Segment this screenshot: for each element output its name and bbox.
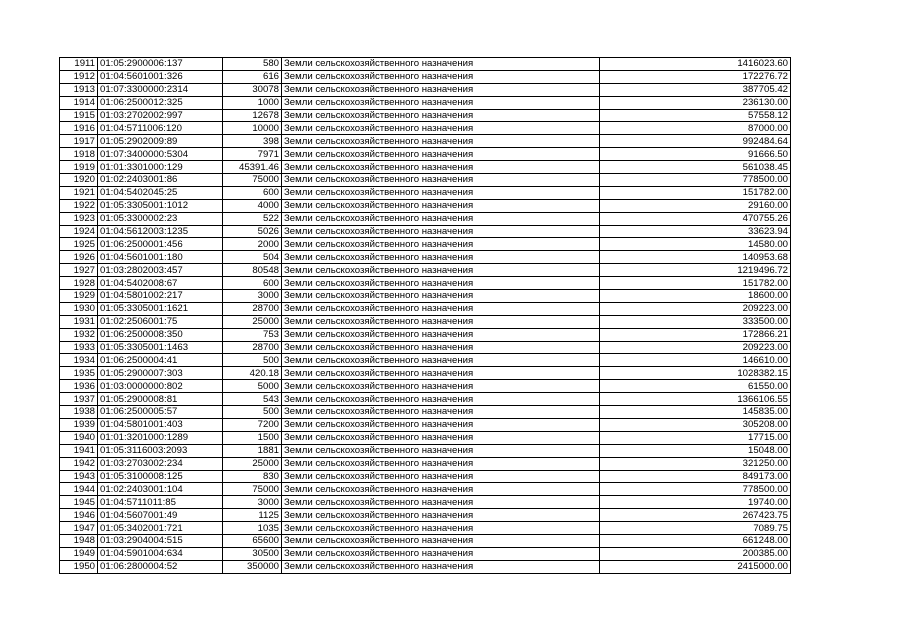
cadastral-number-cell: 01:06:2500001:456 [98,238,223,251]
cadastral-value-cell: 1028382.15 [600,367,791,380]
cadastral-value-cell: 33623.94 [600,225,791,238]
cadastral-value-cell: 992484.64 [600,135,791,148]
land-category-cell: Земли сельскохозяйственного назначения [282,70,600,83]
table-row [60,431,791,444]
table-row [60,70,791,83]
table-row [60,251,791,264]
land-category-cell: Земли сельскохозяйственного назначения [282,122,600,135]
row-number-cell: 1926 [60,251,98,264]
cadastral-number-cell: 01:05:3305001:1012 [98,199,223,212]
land-category-cell: Земли сельскохозяйственного назначения [282,483,600,496]
row-number-cell: 1916 [60,122,98,135]
area-cell: 3000 [223,290,282,303]
land-category-cell: Земли сельскохозяйственного назначения [282,367,600,380]
cadastral-number-cell: 01:05:2900006:137 [98,58,223,71]
cadastral-value-cell: 18600.00 [600,290,791,303]
row-number-cell: 1941 [60,444,98,457]
cadastral-number-cell: 01:04:5901004:634 [98,547,223,560]
cadastral-number-cell: 01:06:2800004:52 [98,560,223,573]
cadastral-number-cell: 01:05:2902009:89 [98,135,223,148]
cadastral-number-cell: 01:04:5402008:67 [98,277,223,290]
row-number-cell: 1945 [60,496,98,509]
cadastral-number-cell: 01:06:2500008:350 [98,328,223,341]
cadastral-value-cell: 778500.00 [600,174,791,187]
cadastral-number-cell: 01:06:2500004:41 [98,354,223,367]
table-row [60,444,791,457]
area-cell: 30500 [223,547,282,560]
cadastral-value-cell: 146610.00 [600,354,791,367]
cadastral-value-cell: 7089.75 [600,522,791,535]
row-number-cell: 1939 [60,418,98,431]
table-body [60,58,791,574]
land-category-cell: Земли сельскохозяйственного назначения [282,547,600,560]
table-row [60,328,791,341]
area-cell: 28700 [223,302,282,315]
area-cell: 1500 [223,431,282,444]
table-row [60,560,791,573]
area-cell: 75000 [223,483,282,496]
table-row [60,393,791,406]
cadastral-number-cell: 01:05:3402001:721 [98,522,223,535]
table-row [60,238,791,251]
row-number-cell: 1946 [60,509,98,522]
cadastral-number-cell: 01:05:3116003:2093 [98,444,223,457]
row-number-cell: 1918 [60,148,98,161]
area-cell: 1035 [223,522,282,535]
cadastral-number-cell: 01:02:2506001:75 [98,315,223,328]
row-number-cell: 1927 [60,264,98,277]
land-category-cell: Земли сельскохозяйственного назначения [282,174,600,187]
land-category-cell: Земли сельскохозяйственного назначения [282,406,600,419]
table-row [60,457,791,470]
row-number-cell: 1914 [60,96,98,109]
land-category-cell: Земли сельскохозяйственного назначения [282,393,600,406]
cadastral-value-cell: 305208.00 [600,418,791,431]
area-cell: 5026 [223,225,282,238]
cadastral-number-cell: 01:07:3300000:2314 [98,83,223,96]
land-category-cell: Земли сельскохозяйственного назначения [282,534,600,547]
row-number-cell: 1921 [60,186,98,199]
area-cell: 65600 [223,534,282,547]
cadastral-value-cell: 387705.42 [600,83,791,96]
table-row [60,174,791,187]
table-row [60,290,791,303]
cadastral-value-cell: 14580.00 [600,238,791,251]
row-number-cell: 1940 [60,431,98,444]
cadastral-value-cell: 19740.00 [600,496,791,509]
row-number-cell: 1947 [60,522,98,535]
cadastral-number-cell: 01:03:2802003:457 [98,264,223,277]
cadastral-value-cell: 61550.00 [600,380,791,393]
cadastral-value-cell: 151782.00 [600,186,791,199]
area-cell: 1000 [223,96,282,109]
land-category-cell: Земли сельскохозяйственного назначения [282,148,600,161]
cadastral-value-cell: 778500.00 [600,483,791,496]
area-cell: 420.18 [223,367,282,380]
cadastral-value-cell: 87000.00 [600,122,791,135]
land-category-cell: Земли сельскохозяйственного назначения [282,264,600,277]
area-cell: 616 [223,70,282,83]
area-cell: 580 [223,58,282,71]
land-category-cell: Земли сельскохозяйственного назначения [282,315,600,328]
land-category-cell: Земли сельскохозяйственного назначения [282,186,600,199]
area-cell: 7971 [223,148,282,161]
cadastral-number-cell: 01:05:2900007:303 [98,367,223,380]
cadastral-number-cell: 01:05:3305001:1621 [98,302,223,315]
land-category-cell: Земли сельскохозяйственного назначения [282,225,600,238]
land-category-cell: Земли сельскохозяйственного назначения [282,83,600,96]
cadastral-number-cell: 01:04:5601001:180 [98,251,223,264]
area-cell: 25000 [223,315,282,328]
row-number-cell: 1934 [60,354,98,367]
area-cell: 1881 [223,444,282,457]
table-row [60,161,791,174]
cadastral-number-cell: 01:02:2403001:86 [98,174,223,187]
row-number-cell: 1937 [60,393,98,406]
land-category-cell: Земли сельскохозяйственного назначения [282,457,600,470]
table-row [60,135,791,148]
row-number-cell: 1948 [60,534,98,547]
land-category-cell: Земли сельскохозяйственного назначения [282,470,600,483]
land-plots-table [59,57,791,574]
row-number-cell: 1936 [60,380,98,393]
land-category-cell: Земли сельскохозяйственного назначения [282,431,600,444]
area-cell: 600 [223,277,282,290]
land-category-cell: Земли сельскохозяйственного назначения [282,58,600,71]
row-number-cell: 1944 [60,483,98,496]
cadastral-number-cell: 01:04:5601001:326 [98,70,223,83]
land-category-cell: Земли сельскохозяйственного назначения [282,302,600,315]
table-row [60,406,791,419]
cadastral-number-cell: 01:03:2703002:234 [98,457,223,470]
table-row [60,58,791,71]
table-row [60,109,791,122]
table-row [60,83,791,96]
area-cell: 10000 [223,122,282,135]
table-row [60,122,791,135]
table-row [60,534,791,547]
row-number-cell: 1919 [60,161,98,174]
row-number-cell: 1920 [60,174,98,187]
cadastral-value-cell: 200385.00 [600,547,791,560]
row-number-cell: 1932 [60,328,98,341]
row-number-cell: 1913 [60,83,98,96]
cadastral-number-cell: 01:04:5607001:49 [98,509,223,522]
cadastral-value-cell: 17715.00 [600,431,791,444]
row-number-cell: 1925 [60,238,98,251]
table-row [60,199,791,212]
table-row [60,470,791,483]
cadastral-value-cell: 267423.75 [600,509,791,522]
table-row [60,547,791,560]
area-cell: 4000 [223,199,282,212]
table-row [60,354,791,367]
row-number-cell: 1915 [60,109,98,122]
cadastral-number-cell: 01:04:5801002:217 [98,290,223,303]
table-row [60,148,791,161]
land-category-cell: Земли сельскохозяйственного назначения [282,251,600,264]
area-cell: 3000 [223,496,282,509]
area-cell: 80548 [223,264,282,277]
land-category-cell: Земли сельскохозяйственного назначения [282,96,600,109]
cadastral-number-cell: 01:07:3400000:5304 [98,148,223,161]
cadastral-number-cell: 01:02:2403001:104 [98,483,223,496]
land-category-cell: Земли сельскохозяйственного назначения [282,277,600,290]
land-category-cell: Земли сельскохозяйственного назначения [282,212,600,225]
cadastral-value-cell: 140953.68 [600,251,791,264]
table-row [60,186,791,199]
table-row [60,225,791,238]
land-category-cell: Земли сельскохозяйственного назначения [282,496,600,509]
area-cell: 75000 [223,174,282,187]
table-row [60,367,791,380]
cadastral-value-cell: 172276.72 [600,70,791,83]
land-category-cell: Земли сельскохозяйственного назначения [282,418,600,431]
table-row [60,522,791,535]
table-row [60,315,791,328]
row-number-cell: 1933 [60,341,98,354]
cadastral-number-cell: 01:04:5801001:403 [98,418,223,431]
area-cell: 12678 [223,109,282,122]
cadastral-number-cell: 01:01:3301000:129 [98,161,223,174]
cadastral-number-cell: 01:01:3201000:1289 [98,431,223,444]
cadastral-value-cell: 661248.00 [600,534,791,547]
cadastral-value-cell: 1219496.72 [600,264,791,277]
cadastral-value-cell: 145835.00 [600,406,791,419]
row-number-cell: 1931 [60,315,98,328]
area-cell: 500 [223,406,282,419]
area-cell: 350000 [223,560,282,573]
row-number-cell: 1912 [60,70,98,83]
area-cell: 500 [223,354,282,367]
area-cell: 30078 [223,83,282,96]
cadastral-value-cell: 91666.50 [600,148,791,161]
cadastral-value-cell: 151782.00 [600,277,791,290]
cadastral-value-cell: 236130.00 [600,96,791,109]
cadastral-number-cell: 01:06:2500005:57 [98,406,223,419]
area-cell: 1125 [223,509,282,522]
area-cell: 543 [223,393,282,406]
table-row [60,96,791,109]
cadastral-value-cell: 333500.00 [600,315,791,328]
row-number-cell: 1943 [60,470,98,483]
cadastral-value-cell: 209223.00 [600,341,791,354]
cadastral-value-cell: 57558.12 [600,109,791,122]
area-cell: 28700 [223,341,282,354]
row-number-cell: 1917 [60,135,98,148]
area-cell: 25000 [223,457,282,470]
cadastral-value-cell: 1416023.60 [600,58,791,71]
cadastral-number-cell: 01:06:2500012:325 [98,96,223,109]
cadastral-value-cell: 1366106.55 [600,393,791,406]
table-row [60,264,791,277]
area-cell: 522 [223,212,282,225]
cadastral-value-cell: 15048.00 [600,444,791,457]
land-category-cell: Земли сельскохозяйственного назначения [282,380,600,393]
land-category-cell: Земли сельскохозяйственного назначения [282,354,600,367]
row-number-cell: 1922 [60,199,98,212]
land-category-cell: Земли сельскохозяйственного назначения [282,522,600,535]
area-cell: 830 [223,470,282,483]
cadastral-number-cell: 01:04:5402045:25 [98,186,223,199]
cadastral-value-cell: 321250.00 [600,457,791,470]
cadastral-number-cell: 01:04:5612003:1235 [98,225,223,238]
table-row [60,509,791,522]
area-cell: 504 [223,251,282,264]
area-cell: 7200 [223,418,282,431]
row-number-cell: 1924 [60,225,98,238]
cadastral-number-cell: 01:05:3305001:1463 [98,341,223,354]
table-row [60,418,791,431]
cadastral-number-cell: 01:04:5711011:85 [98,496,223,509]
cadastral-value-cell: 849173.00 [600,470,791,483]
table-row [60,496,791,509]
area-cell: 5000 [223,380,282,393]
area-cell: 2000 [223,238,282,251]
area-cell: 753 [223,328,282,341]
cadastral-number-cell: 01:03:2904004:515 [98,534,223,547]
land-category-cell: Земли сельскохозяйственного назначения [282,161,600,174]
cadastral-value-cell: 470755.26 [600,212,791,225]
row-number-cell: 1930 [60,302,98,315]
cadastral-number-cell: 01:05:2900008:81 [98,393,223,406]
table-row [60,302,791,315]
row-number-cell: 1938 [60,406,98,419]
land-category-cell: Земли сельскохозяйственного назначения [282,444,600,457]
land-category-cell: Земли сельскохозяйственного назначения [282,199,600,212]
cadastral-number-cell: 01:05:3300002:23 [98,212,223,225]
row-number-cell: 1929 [60,290,98,303]
land-category-cell: Земли сельскохозяйственного назначения [282,560,600,573]
table-row [60,212,791,225]
cadastral-value-cell: 172866.21 [600,328,791,341]
area-cell: 398 [223,135,282,148]
row-number-cell: 1911 [60,58,98,71]
table-row [60,341,791,354]
area-cell: 45391.46 [223,161,282,174]
land-category-cell: Земли сельскохозяйственного назначения [282,341,600,354]
land-category-cell: Земли сельскохозяйственного назначения [282,509,600,522]
cadastral-number-cell: 01:03:2702002:997 [98,109,223,122]
land-category-cell: Земли сельскохозяйственного назначения [282,290,600,303]
row-number-cell: 1928 [60,277,98,290]
row-number-cell: 1950 [60,560,98,573]
land-category-cell: Земли сельскохозяйственного назначения [282,109,600,122]
table-row [60,277,791,290]
land-category-cell: Земли сельскохозяйственного назначения [282,238,600,251]
row-number-cell: 1942 [60,457,98,470]
cadastral-number-cell: 01:04:5711006:120 [98,122,223,135]
table-row [60,380,791,393]
table-row [60,483,791,496]
land-category-cell: Земли сельскохозяйственного назначения [282,328,600,341]
cadastral-value-cell: 29160.00 [600,199,791,212]
cadastral-value-cell: 561038.45 [600,161,791,174]
area-cell: 600 [223,186,282,199]
cadastral-value-cell: 209223.00 [600,302,791,315]
cadastral-number-cell: 01:05:3100008:125 [98,470,223,483]
land-category-cell: Земли сельскохозяйственного назначения [282,135,600,148]
cadastral-value-cell: 2415000.00 [600,560,791,573]
cadastral-number-cell: 01:03:0000000:802 [98,380,223,393]
row-number-cell: 1949 [60,547,98,560]
row-number-cell: 1935 [60,367,98,380]
row-number-cell: 1923 [60,212,98,225]
